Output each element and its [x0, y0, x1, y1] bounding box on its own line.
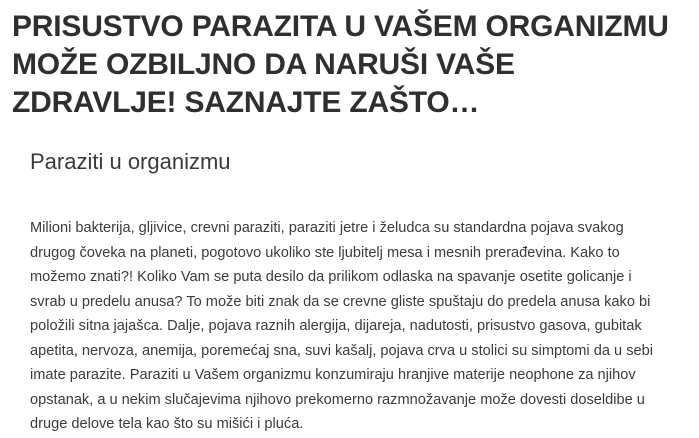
- article-paragraph: Milioni bakterija, gljivice, crevni paraziti, paraziti jetre i želudca su standardna pojava svakog drugog čoveka na planeti, pogotovo ukoliko ste ljubitelj mesa i mesnih prerađevina. Kako to možemo znati?! Koliko Vam se puta desilo da prilikom odlaska na spavanje osetite golicanje i svrab u predelu anusa? To može biti znak da se crevne gliste spuštaju do predela anusa kako bi položili sitna jajašca. Dalje, pojava raznih alergija, dijareja, nadutosti, prisustvo gasova, gubitak apetita, nervoza, anemija, poremećaj sna, suvi kašalj, pojava crva u stolici su simptomi da u sebi imate parazite. Paraziti u Vašem organizmu konzumiraju hranjive materije neophone za njihov opstanak, a u nekim slučajevima njihovo prekomerno razmnožavanje može dovesti doseldibe u druge delove tela kao što su mišići i pluća.: [30, 220, 653, 432]
- article-body: [0, 176, 699, 437]
- article-subheading: Paraziti u organizmu: [30, 149, 231, 174]
- article-headline: PRISUSTVO PARAZITA U VAŠEM ORGANIZMU MOŽE OZBILJNO DA NARUŠI VAŠE ZDRAVLJE! SAZNAJTE ZAŠTO…: [12, 10, 669, 119]
